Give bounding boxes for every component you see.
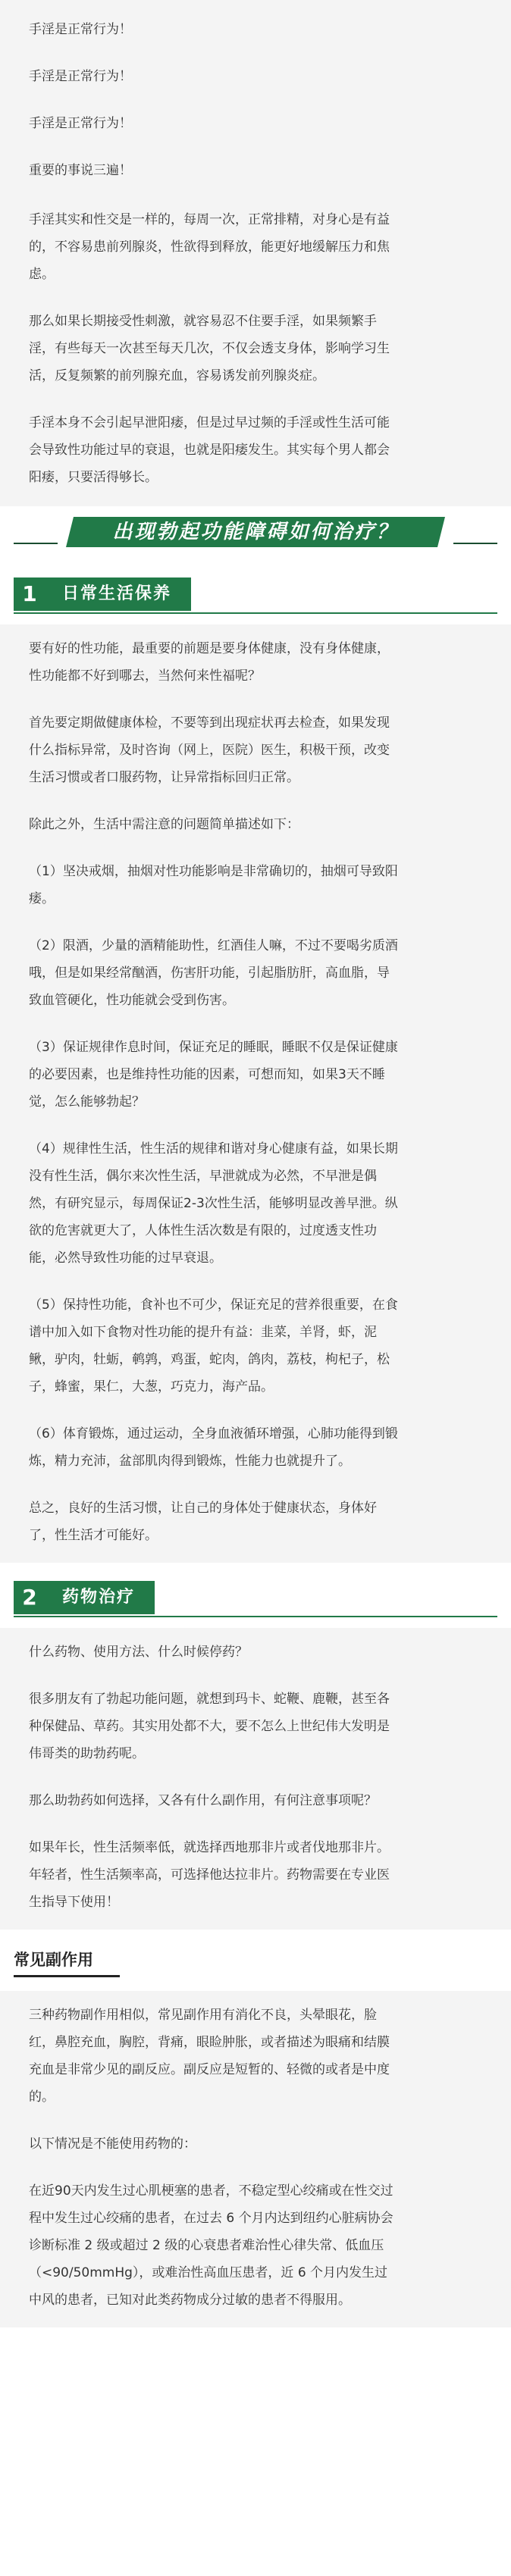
text-line: 会导致性功能过早的衰退，也就是阳痿发生。其实每个男人都会 [29, 443, 390, 458]
intro-line: 手淫是正常行为！ [29, 22, 132, 37]
text-line: （6）体育锻炼，通过运动，全身血液循环增强，心肺功能得到锻 [29, 1426, 398, 1441]
intro-paragraph [29, 409, 482, 491]
text-line: 了，性生活才可能好。 [29, 1528, 158, 1543]
section1-block [0, 624, 511, 1563]
text-line: 那么助勃药如何选择，又各有什么副作用，有何注意事项呢？ [29, 1793, 377, 1808]
text-line: 活，反复频繁的前列腺充血，容易诱发前列腺炎症。 [29, 368, 325, 383]
paragraph [29, 811, 482, 838]
text-line: 手淫其实和性交是一样的，每周一次，正常排精，对身心是有益 [29, 212, 390, 227]
text-line: （2）限酒，少量的酒精能助性，红酒佳人嘛，不过不要喝劣质酒 [29, 938, 398, 953]
text-line: 致血管硬化，性功能就会受到伤害。 [29, 993, 235, 1008]
intro-paragraph [29, 308, 482, 390]
paragraph [29, 1495, 482, 1549]
text-line: 手淫本身不会引起早泄阳痿，但是过早过频的手淫或性生活可能 [29, 415, 390, 430]
section-banner [0, 506, 511, 555]
text-line: 痿。 [29, 891, 55, 906]
paragraph [29, 1686, 482, 1767]
section-heading-2 [14, 1579, 497, 1617]
text-line: 以下情况是不能使用药物的： [29, 2136, 196, 2152]
text-line: 三种药物副作用相似，常见副作用有消化不良，头晕眼花，脸 [29, 2008, 377, 2023]
text-line: 淫，有些每天一次甚至每天几次，不仅会透支身体，影响学习生 [29, 341, 390, 356]
section-number: 1 [14, 577, 45, 611]
paragraph [29, 858, 482, 912]
text-line: （4）规律性生活，性生活的规律和谐对身心健康有益，如果长期 [29, 1141, 398, 1157]
text-line: 子，蜂蜜，果仁，大葱，巧克力，海产品。 [29, 1379, 274, 1394]
paragraph [29, 1291, 482, 1401]
text-line: 觉，怎么能够勃起？ [29, 1094, 145, 1110]
text-line: 炼，精力充沛，盆部肌肉得到锻炼，性能力也就提升了。 [29, 1454, 351, 1469]
intro-line: 手淫是正常行为！ [29, 69, 132, 84]
section-heading-1 [14, 576, 497, 614]
paragraph [29, 635, 482, 690]
paragraph [29, 1787, 482, 1814]
text-line: 诊断标准 2 级或超过 2 级的心衰患者难治性心律失常、低血压 [29, 2238, 384, 2253]
intro-block [0, 0, 511, 506]
text-line: 年轻者，性生活频率高，可选择他达拉非片。药物需要在专业医 [29, 1867, 390, 1883]
section2-block [0, 1628, 511, 1930]
text-line: 能，必然导致性功能的过早衰退。 [29, 1250, 222, 1266]
text-line: （3）保证规律作息时间，保证充足的睡眠，睡眠不仅是保证健康 [29, 1040, 398, 1055]
banner-line-right [453, 543, 497, 544]
text-line: 谱中加入如下食物对性功能的提升有益：韭菜，羊肾，虾，泥 [29, 1325, 377, 1340]
paragraph [29, 932, 482, 1014]
banner-title: 出现勃起功能障碍如何治疗？ [112, 521, 399, 543]
section-title: 日常生活保养 [45, 577, 191, 611]
text-line: 性功能都不好到哪去，当然何来性福呢？ [29, 668, 261, 684]
intro-line: 重要的事说三遍！ [29, 163, 132, 178]
intro-line: 手淫是正常行为！ [29, 116, 132, 131]
text-line: 欲的危害就更大了，人体性生活次数是有限的，过度透支性功 [29, 1223, 377, 1238]
text-line: 总之，良好的生活习惯，让自己的身体处于健康状态，身体好 [29, 1501, 377, 1516]
paragraph [29, 1834, 482, 1916]
text-line: 充血是非常少见的副反应。副反应是短暂的、轻微的或者是中度 [29, 2062, 390, 2077]
text-line: 阳痿，只要活得够长。 [29, 470, 158, 485]
text-line: （5）保持性功能，食补也不可少，保证充足的营养很重要，在食 [29, 1297, 398, 1313]
text-line: 什么指标异常，及时咨询（网上，医院）医生，积极干预，改变 [29, 743, 390, 758]
text-line: 什么药物、使用方法、什么时候停药？ [29, 1645, 248, 1660]
text-line: 然，有研究显示，每周保证2-3次性生活，能够明显改善早泄。纵 [29, 1196, 398, 1211]
text-line: 哦，但是如果经常酗酒，伤害肝功能，引起脂肪肝，高血脂，导 [29, 966, 390, 981]
section-number: 2 [14, 1581, 45, 1614]
side-effects-heading: 常见副作用 [14, 1951, 93, 1969]
text-line: 程中发生过心绞痛的患者，在过去 6 个月内达到纽约心脏病协会 [29, 2211, 393, 2226]
intro-paragraph [29, 206, 482, 288]
text-line: 如果年长，性生活频率低，就选择西地那非片或者伐地那非片。 [29, 1840, 390, 1855]
text-line: （<90/50mmHg），或难治性高血压患者，近 6 个月内发生过 [29, 2265, 388, 2280]
text-line: 那么如果长期接受性刺激，就容易忍不住要手淫，如果频繁手 [29, 314, 377, 329]
text-line: 的，不容易患前列腺炎，性欲得到释放，能更好地缓解压力和焦 [29, 239, 390, 255]
text-line: 除此之外，生活中需注意的问题简单描述如下： [29, 817, 299, 832]
text-line: 鳅，驴肉，牡蛎，鹌鹑，鸡蛋，蛇肉，鸽肉，荔枝，枸杞子，松 [29, 1352, 390, 1367]
section-title: 药物治疗 [45, 1581, 155, 1614]
paragraph [29, 1639, 482, 1666]
paragraph [29, 1420, 482, 1475]
text-line: （1）坚决戒烟，抽烟对性功能影响是非常确切的，抽烟可导致阳 [29, 864, 398, 879]
text-line: 的。 [29, 2089, 55, 2105]
text-line: 没有性生活，偶尔来次性生活，早泄就成为必然，不早泄是偶 [29, 1169, 377, 1184]
text-line: 虑。 [29, 267, 55, 282]
text-line: 要有好的性功能，最重要的前题是要身体健康，没有身体健康， [29, 641, 390, 656]
paragraph [29, 2177, 482, 2314]
text-line: 在近90天内发生过心肌梗塞的患者，不稳定型心绞痛或在性交过 [29, 2183, 393, 2199]
text-line: 中风的患者，已知对此类药物成分过敏的患者不得服用。 [29, 2293, 351, 2308]
paragraph [29, 1034, 482, 1116]
paragraph [29, 709, 482, 791]
text-line: 生活习惯或者口服药物，让异常指标回归正常。 [29, 770, 299, 785]
banner-line-left [14, 543, 58, 544]
paragraph [29, 2130, 482, 2158]
text-line: 伟哥类的助勃药呢。 [29, 1746, 145, 1761]
text-line: 种保健品、草药。其实用处都不大，要不怎么上世纪伟大发明是 [29, 1719, 390, 1734]
paragraph [29, 2002, 482, 2111]
text-line: 很多朋友有了勃起功能问题，就想到玛卡、蛇鞭、鹿鞭，甚至各 [29, 1692, 390, 1707]
text-line: 的必要因素，也是维持性功能的因素，可想而知，如果3天不睡 [29, 1067, 385, 1082]
text-line: 首先要定期做健康体检，不要等到出现症状再去检查，如果发现 [29, 715, 390, 731]
text-line: 红，鼻腔充血，胸腔，背痛，眼睑肿胀，或者描述为眼痛和结膜 [29, 2035, 390, 2050]
section3-block [0, 1991, 511, 2327]
text-line: 生指导下使用！ [29, 1895, 119, 1910]
paragraph [29, 1135, 482, 1272]
